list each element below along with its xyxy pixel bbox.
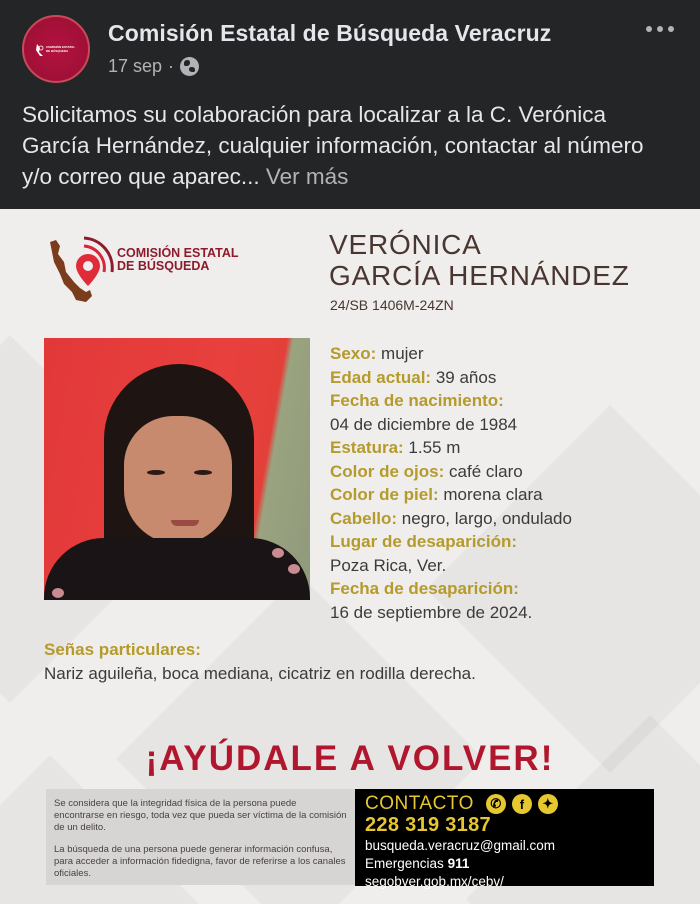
value: morena clara — [443, 485, 543, 504]
label: Color de piel: — [330, 485, 439, 504]
contact-email: busqueda.veracruz@gmail.com — [365, 838, 556, 853]
missing-person-poster[interactable] — [0, 209, 700, 904]
meta-separator: · — [168, 56, 175, 76]
photo-flower — [52, 588, 64, 598]
photo-clothing — [44, 538, 310, 600]
detail-piel — [330, 483, 572, 507]
detail-sexo — [330, 342, 572, 366]
photo-flower — [272, 548, 284, 558]
contact-title-row — [365, 793, 644, 815]
photo-mouth — [171, 520, 199, 526]
photo-flower — [288, 564, 300, 574]
emergency-label: Emergencias — [365, 856, 444, 871]
dot-icon — [657, 26, 663, 32]
cta-heading: ¡AYÚDALE A VOLVER! — [145, 739, 555, 778]
avatar-text: COMISIÓN ESTATAL DE BÚSQUEDA — [46, 45, 76, 53]
photo-eye — [147, 470, 165, 475]
name-line1: VERÓNICA — [329, 229, 482, 260]
value: 39 años — [435, 367, 497, 387]
contact-website: segobver.gob.mx/cebv/ — [365, 874, 504, 889]
name-line2: GARCÍA HERNÁNDEZ — [329, 260, 630, 291]
value: café claro — [449, 461, 523, 481]
detail-estatura — [330, 436, 572, 460]
detail-lugar-label: Lugar de desaparición: — [330, 532, 518, 551]
label: Sexo: — [330, 344, 377, 363]
detail-ojos — [330, 460, 572, 484]
detail-edad — [330, 366, 572, 390]
person-photo — [44, 338, 310, 600]
emergency-number: 911 — [447, 856, 470, 871]
contact-title: CONTACTO — [365, 793, 474, 814]
globe-icon — [180, 57, 199, 76]
value: mujer — [381, 344, 424, 363]
label: Edad actual: — [330, 367, 432, 387]
contact-box — [355, 789, 654, 889]
post-date[interactable]: 17 sep — [108, 56, 163, 76]
brand-name — [117, 247, 239, 273]
post-text — [0, 95, 700, 206]
case-id: 24/SB 1406M-24ZN — [330, 297, 454, 313]
facebook-icon: f — [512, 794, 532, 814]
detail-nacimiento-label: Fecha de nacimiento: — [330, 391, 504, 410]
label: Color de ojos: — [330, 461, 445, 481]
contact-phone: 228 319 3187 — [365, 814, 491, 836]
post-body: Solicitamos su colaboración para localizar a la C. Verónica García Hernández, cualquier información, contactar al número y/o correo que aparec... — [22, 102, 644, 189]
post-meta — [108, 56, 199, 77]
detail-nacimiento-value: 04 de diciembre de 1984 — [330, 414, 518, 434]
brand-line1: COMISIÓN ESTATAL — [117, 246, 239, 260]
label: Estatura: — [330, 438, 404, 457]
person-name — [329, 229, 630, 291]
detail-fecha-desap-label: Fecha de desaparición: — [330, 579, 519, 598]
disclaimer-box — [46, 789, 356, 885]
post-header — [0, 0, 700, 95]
distinguishing-marks — [44, 638, 476, 685]
dot-icon — [668, 26, 674, 32]
detail-cabello — [330, 507, 572, 531]
photo-eye — [194, 470, 212, 475]
page-avatar[interactable] — [22, 15, 90, 83]
twitter-icon: ✦ — [538, 794, 558, 814]
marks-label: Señas particulares: — [44, 640, 201, 659]
phone-icon: ✆ — [486, 794, 506, 814]
detail-fecha-desap-value: 16 de septiembre de 2024. — [330, 602, 533, 622]
page-name-link[interactable]: Comisión Estatal de Búsqueda Veracruz — [108, 20, 552, 46]
label: Cabello: — [330, 508, 398, 528]
brand-logo-icon — [35, 44, 45, 56]
detail-lugar-value: Poza Rica, Ver. — [330, 555, 447, 575]
disclaimer-paragraph-1: Se considera que la integridad física de la persona puede encontrarse en riesgo, toda vez que pueda ser víctima de la comisión de un delito. — [54, 798, 347, 833]
see-more-link[interactable]: Ver más — [265, 164, 349, 189]
dot-icon — [646, 26, 652, 32]
person-details — [330, 342, 572, 624]
marks-value: Nariz aguileña, boca mediana, cicatriz en rodilla derecha. — [44, 663, 476, 683]
brand-line2: DE BÚSQUEDA — [117, 259, 210, 273]
veracruz-map-pin-icon — [46, 232, 122, 312]
contact-emergency — [365, 855, 644, 873]
more-options-button[interactable] — [646, 26, 674, 32]
value: negro, largo, ondulado — [401, 508, 572, 528]
value: 1.55 m — [408, 438, 461, 457]
disclaimer-paragraph-2: La búsqueda de una persona puede generar información confusa, para acceder a información fidedigna, favor de referirse a los canales oficiales. — [54, 844, 346, 879]
